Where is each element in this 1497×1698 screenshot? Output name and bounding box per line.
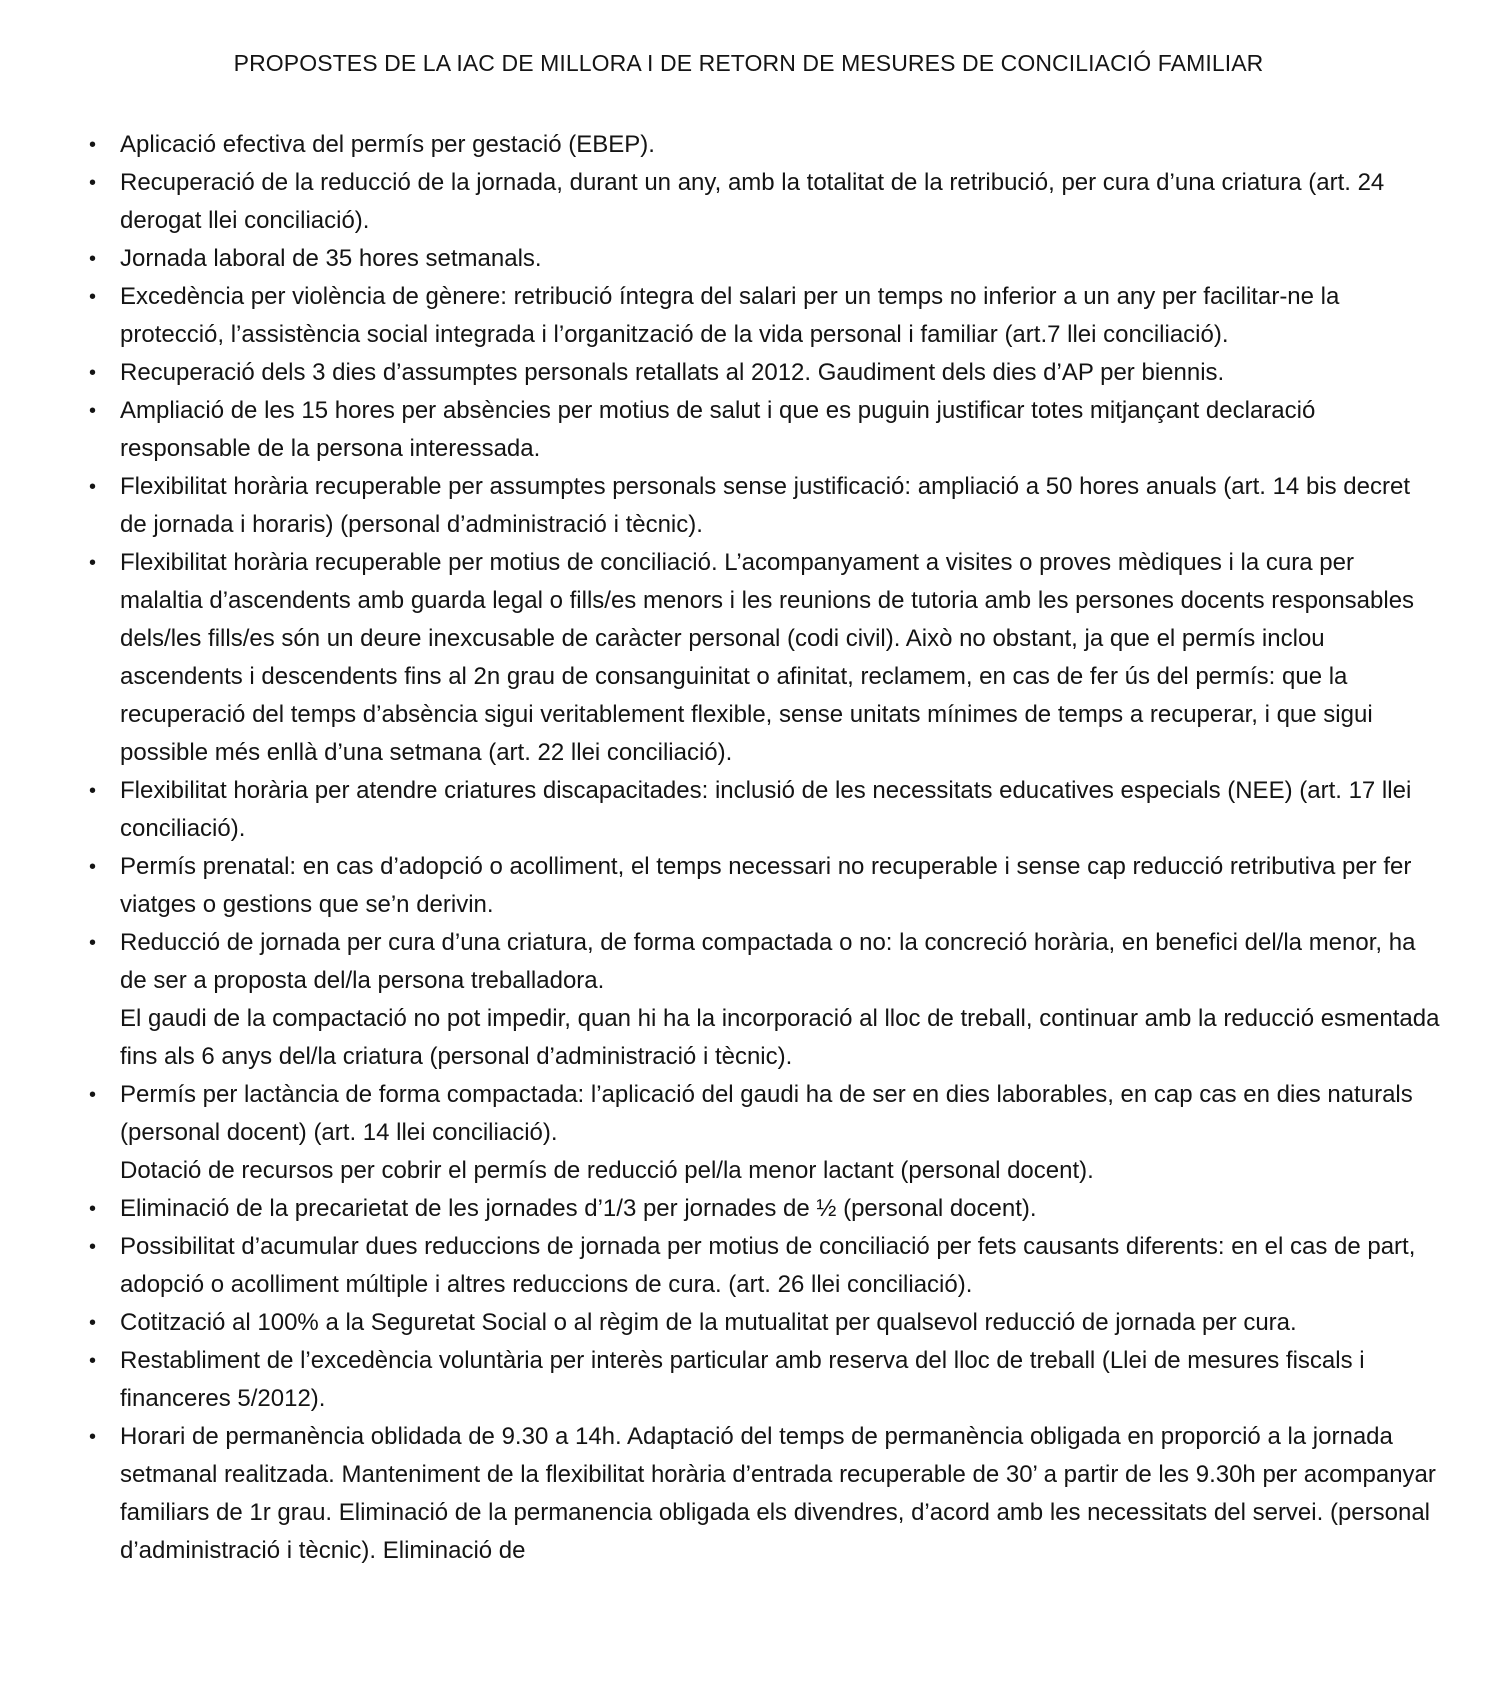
- list-item-text: Recuperació dels 3 dies d’assumptes personals retallats al 2012. Gaudiment dels dies d’AP per biennis.: [120, 359, 1225, 386]
- list-item-text: Permís prenatal: en cas d’adopció o acolliment, el temps necessari no recuperable i sense cap reducció retributiva per fer viatges o gestions que se’n derivin.: [120, 853, 1412, 918]
- bullet-icon: •: [89, 856, 97, 878]
- list-item-text: Recuperació de la reducció de la jornada, durant un any, amb la totalitat de la retribució, per cura d’una criatura (art. 24 derogat llei conciliació).: [120, 169, 1385, 234]
- list-item: [89, 468, 1440, 544]
- list-item: [89, 164, 1440, 240]
- list-item: [89, 392, 1440, 468]
- list-item-text: Jornada laboral de 35 hores setmanals.: [120, 245, 542, 272]
- bullet-icon: •: [89, 1350, 97, 1372]
- list-item-text: Excedència per violència de gènere: retribució íntegra del salari per un temps no inferior a un any per facilitar-ne la protecció, l’assistència social integrada i l’organització de la vida personal i familiar (art.7 llei conciliació).: [120, 283, 1340, 348]
- document-title: PROPOSTES DE LA IAC DE MILLORA I DE RETORN DE MESURES DE CONCILIACIÓ FAMILIAR: [233, 50, 1264, 76]
- list-item: [89, 278, 1440, 354]
- list-item-text: Reducció de jornada per cura d’una criatura, de forma compactada o no: la concreció horària, en benefici del/la menor, ha de ser a proposta del/la persona treballadora.: [120, 929, 1416, 994]
- list-item-text: El gaudi de la compactació no pot impedir, quan hi ha la incorporació al lloc de treball, continuar amb la reducció esmentada fins als 6 anys del/la criatura (personal d’administració i tècnic).: [120, 1005, 1440, 1070]
- list-item-text: Flexibilitat horària recuperable per motius de conciliació. L’acompanyament a visites o proves mèdiques i la cura per malaltia d’ascendents amb guarda legal o fills/es menors i les reunions de tutoria amb les persones docents responsables dels/les fills/es són un deure inexcusable de caràcter personal (codi civil). Això no obstant, ja que el permís inclou ascendents i descendents fins al 2n grau de consanguinitat o afinitat, reclamem, en cas de fer ús del permís: que la recuperació del temps d’absència sigui veritablement flexible, sense unitats mínimes de temps a recuperar, i que sigui possible més enllà d’una setmana (art. 22 llei conciliació).: [120, 549, 1415, 766]
- bullet-icon: •: [89, 1312, 97, 1334]
- list-item-text: Permís per lactància de forma compactada: l’aplicació del gaudi ha de ser en dies laborables, en cap cas en dies naturals (personal docent) (art. 14 llei conciliació).: [120, 1081, 1413, 1146]
- list-item-text: Ampliació de les 15 hores per absències per motius de salut i que es puguin justificar totes mitjançant declaració responsable de la persona interessada.: [120, 397, 1316, 462]
- list-item: [89, 1418, 1440, 1570]
- bullet-icon: •: [89, 400, 97, 422]
- list-item: [89, 354, 1440, 392]
- bullet-icon: •: [89, 172, 97, 194]
- list-item-text: Flexibilitat horària per atendre criatures discapacitades: inclusió de les necessitats educatives especials (NEE) (art. 17 llei conciliació).: [120, 777, 1412, 842]
- bullet-icon: •: [89, 1426, 97, 1448]
- list-item-text: Eliminació de la precarietat de les jornades d’1/3 per jornades de ½ (personal docent).: [120, 1195, 1037, 1222]
- list-item-text: Possibilitat d’acumular dues reduccions de jornada per motius de conciliació per fets causants diferents: en el cas de part, adopció o acolliment múltiple i altres reduccions de cura. (art. 26 llei conciliació).: [120, 1233, 1416, 1298]
- list-item: [89, 126, 1440, 164]
- list-item-text: Horari de permanència oblidada de 9.30 a 14h. Adaptació del temps de permanència obligada en proporció a la jornada setmanal realitzada. Manteniment de la flexibilitat horària d’entrada recuperable de 30’ a partir de les 9.30h per acompanyar familiars de 1r grau. Eliminació de la permanencia obligada els divendres, d’acord amb les necessitats del servei. (personal d’administració i tècnic). Eliminació de: [120, 1423, 1436, 1564]
- list-item: [89, 848, 1440, 924]
- list-item: [89, 240, 1440, 278]
- bullet-icon: •: [89, 932, 97, 954]
- list-item: [89, 1076, 1440, 1190]
- bullet-icon: •: [89, 362, 97, 384]
- proposals-list: [89, 126, 1440, 1570]
- list-item-text: Dotació de recursos per cobrir el permís de reducció pel/la menor lactant (personal docent).: [120, 1157, 1094, 1184]
- bullet-icon: •: [89, 476, 97, 498]
- bullet-icon: •: [89, 1198, 97, 1220]
- bullet-icon: •: [89, 248, 97, 270]
- list-item-text: Cotització al 100% a la Seguretat Social o al règim de la mutualitat per qualsevol reducció de jornada per cura.: [120, 1309, 1297, 1336]
- list-item: [89, 924, 1440, 1076]
- bullet-icon: •: [89, 552, 97, 574]
- list-item-text: Restabliment de l’excedència voluntària per interès particular amb reserva del lloc de treball (Llei de mesures fiscals i financeres 5/2012).: [120, 1347, 1365, 1412]
- bullet-icon: •: [89, 1084, 97, 1106]
- list-item: [89, 1228, 1440, 1304]
- list-item: [89, 772, 1440, 848]
- list-item: [89, 1190, 1440, 1228]
- bullet-icon: •: [89, 780, 97, 802]
- bullet-icon: •: [89, 134, 97, 156]
- bullet-icon: •: [89, 1236, 97, 1258]
- list-item: [89, 1304, 1440, 1342]
- list-item: [89, 1342, 1440, 1418]
- list-item-text: Aplicació efectiva del permís per gestació (EBEP).: [120, 131, 655, 158]
- list-item-text: Flexibilitat horària recuperable per assumptes personals sense justificació: ampliació a 50 hores anuals (art. 14 bis decret de jornada i horaris) (personal d’administració i tècnic).: [120, 473, 1410, 538]
- bullet-icon: •: [89, 286, 97, 308]
- list-item: [89, 544, 1440, 772]
